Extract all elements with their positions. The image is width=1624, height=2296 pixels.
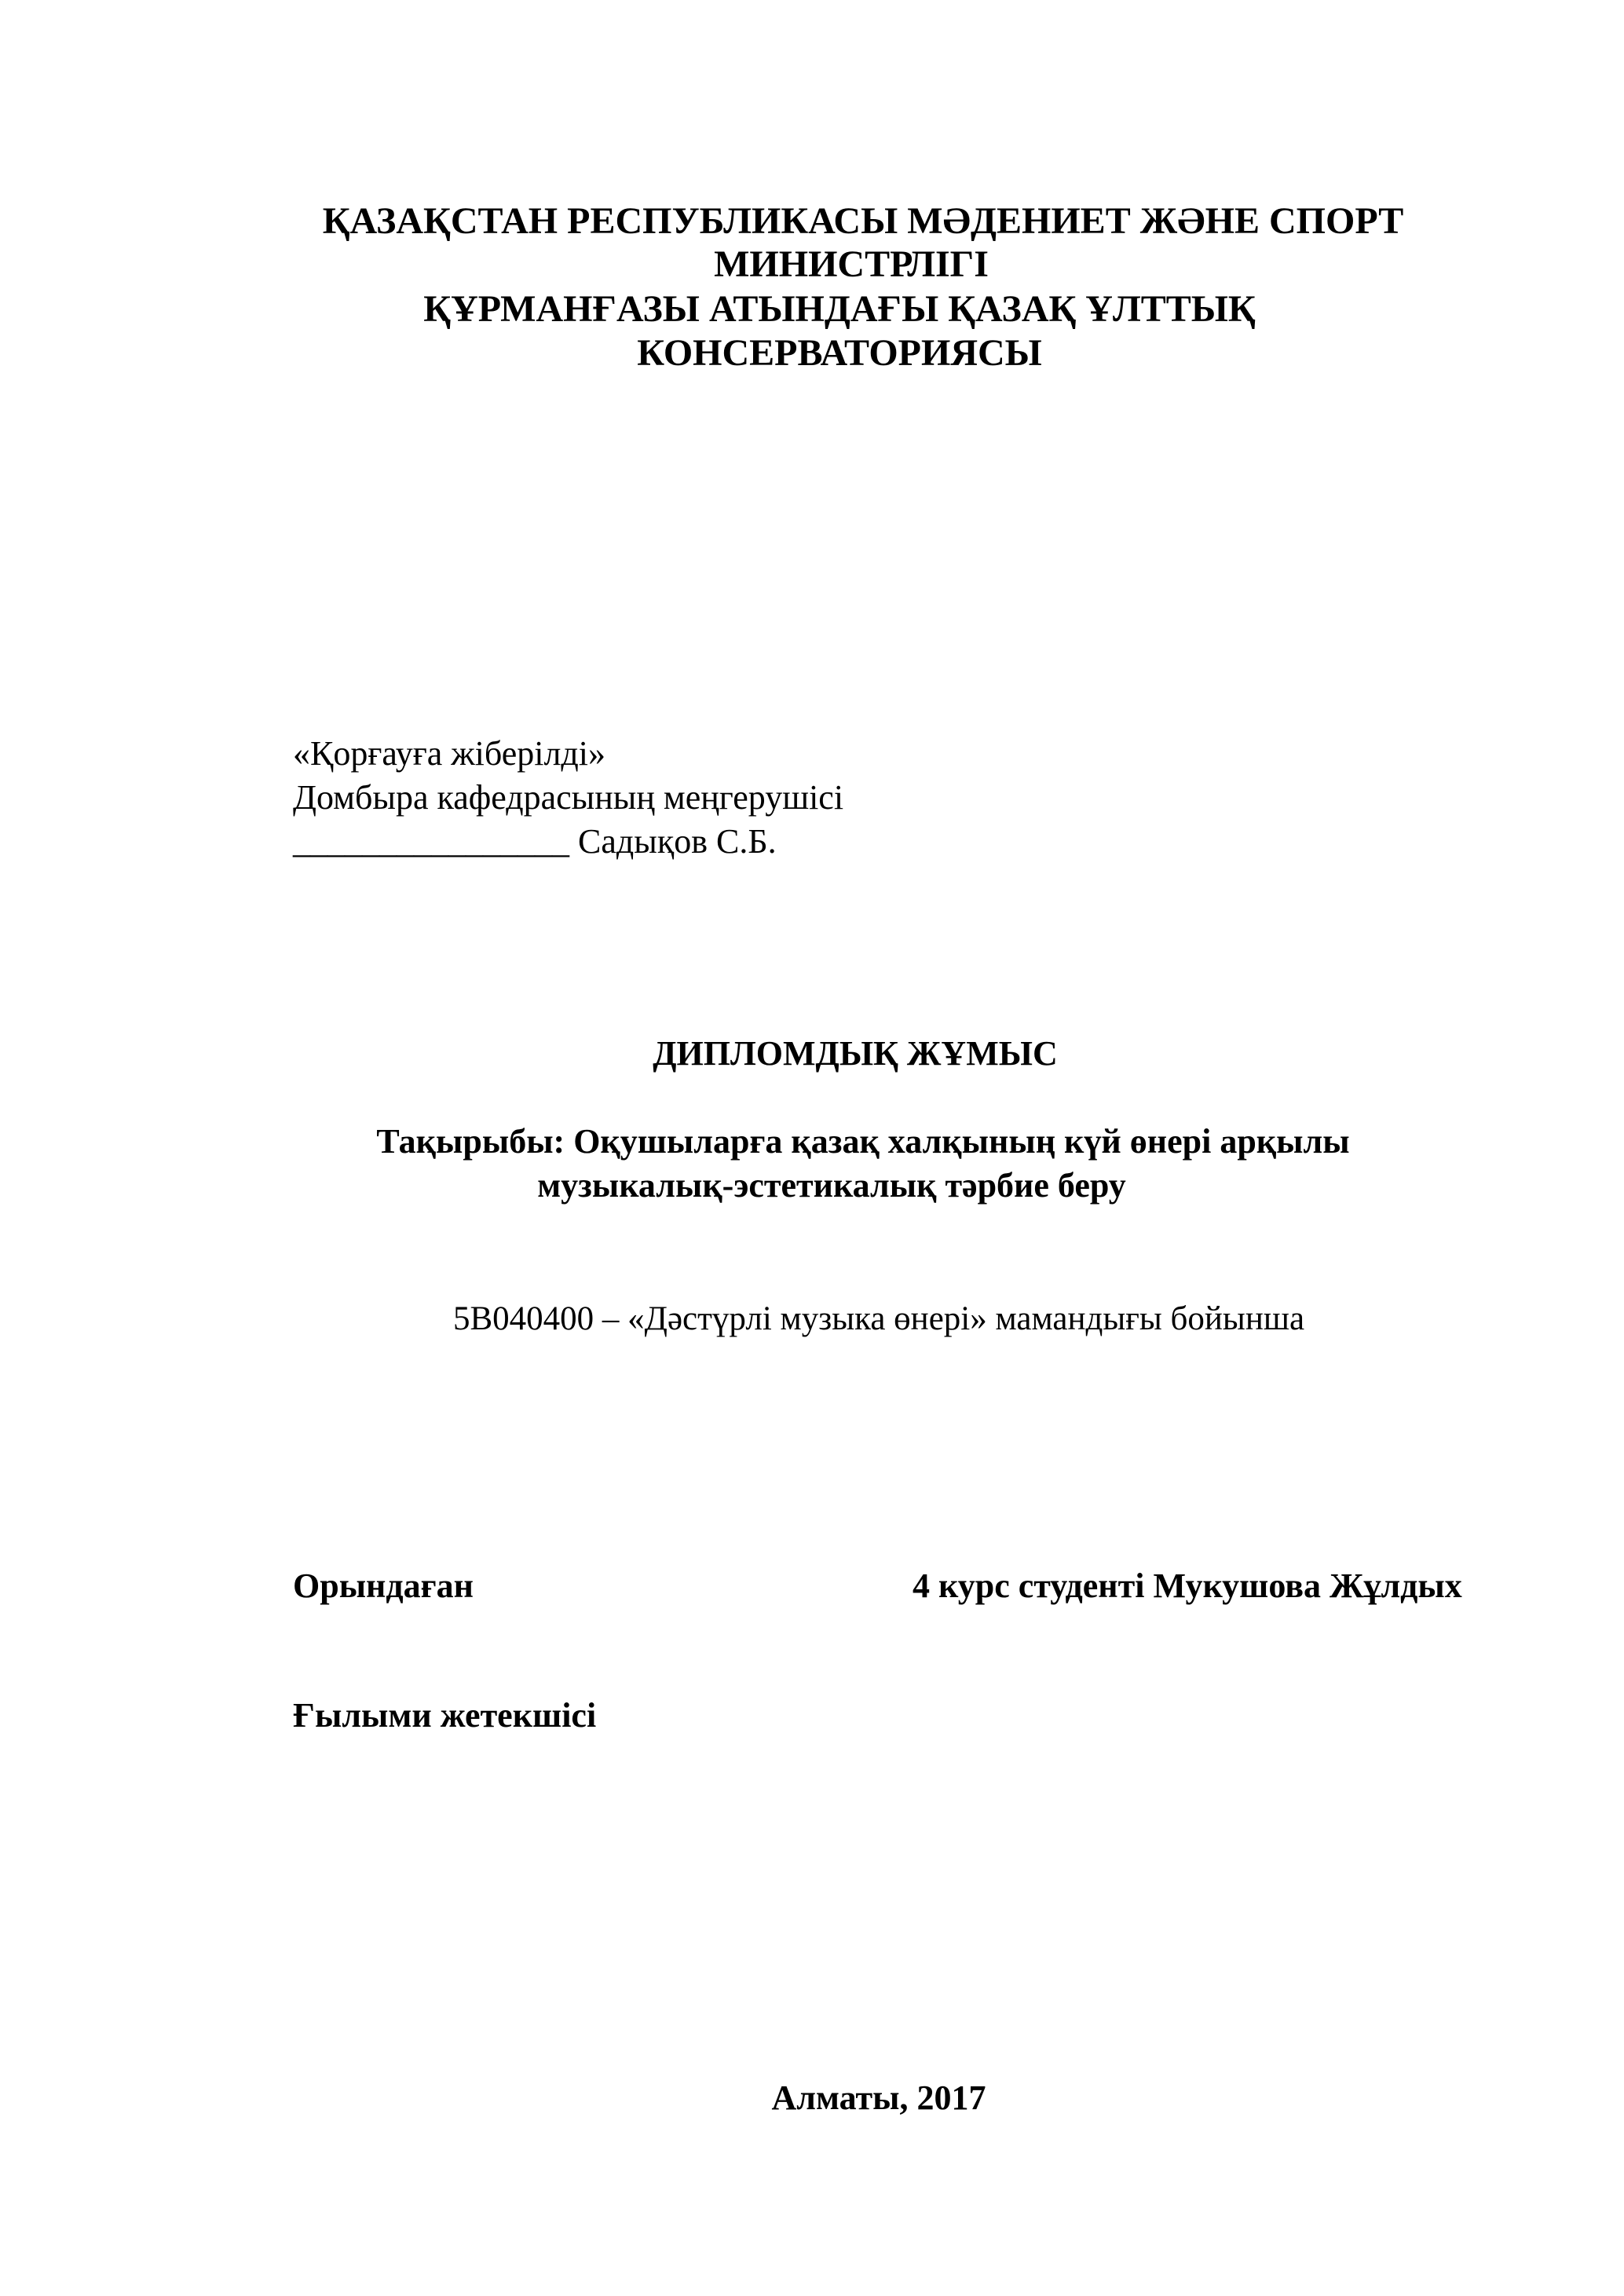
approval-status: «Қорғауға жіберілді» [293,734,606,773]
header-ministry-line1: ҚАЗАҚСТАН РЕСПУБЛИКАСЫ МӘДЕНИЕТ ЖӘНЕ СПОРТ [322,200,1404,242]
header-ministry-line2: МИНИСТРЛІГІ [714,243,989,285]
header-conservatory-line1: ҚҰРМАНҒАЗЫ АТЫНДАҒЫ ҚАЗАҚ ҰЛТТЫҚ [423,288,1256,330]
specialty-line: 5В040400 – «Дәстүрлі музыка өнері» мамандығы бойынша [452,1300,1305,1337]
topic-line1: Тақырыбы: Оқушыларға қазақ халқының күй өнері арқылы [376,1122,1350,1161]
work-type-title: ДИПЛОМДЫҚ ЖҰМЫС [653,1034,1058,1073]
performed-by-value: 4 курс студенті Мукушова Жұлдых [913,1567,1462,1605]
approval-signature-line: ________________ Садықов С.Б. [293,822,777,861]
place-year: Алматы, 2017 [771,2078,986,2117]
performed-by-label: Орындаған [293,1567,474,1605]
supervisor-label: Ғылыми жетекшісі [293,1696,597,1735]
header-conservatory-line2: КОНСЕРВАТОРИЯСЫ [637,332,1042,374]
topic-line2: музыкалық-эстетикалық тәрбие беру [537,1166,1126,1205]
approval-department-head: Домбыра кафедрасының меңгерушісі [293,778,844,817]
